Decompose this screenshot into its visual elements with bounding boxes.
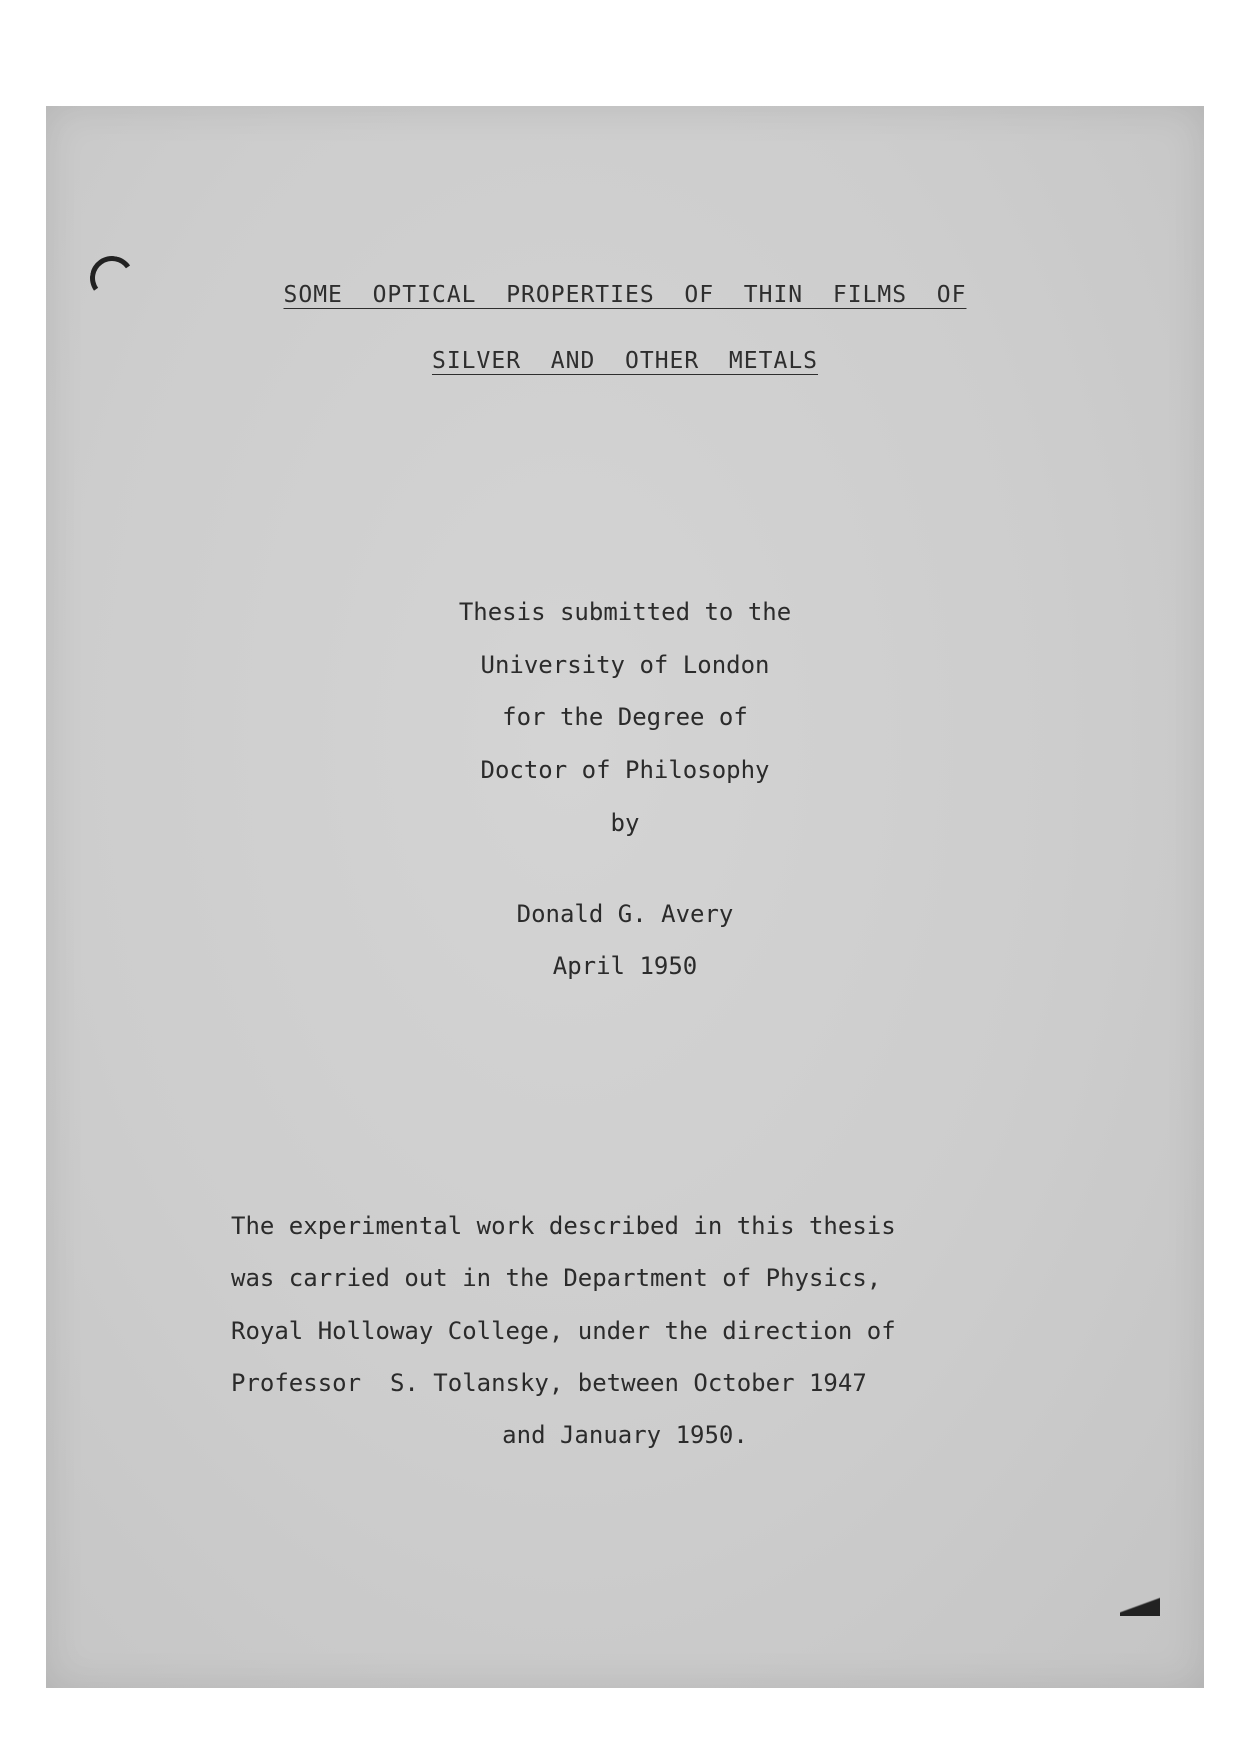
paper-sheet (46, 106, 1204, 1688)
submission-date: April 1950 (552, 952, 698, 980)
submission-line-1: Thesis submitted to the (458, 598, 792, 626)
submission-line-2: University of London (480, 651, 770, 679)
submission-line-4: Doctor of Philosophy (480, 756, 770, 784)
thesis-title-line-1 (46, 282, 1204, 308)
statement-line-5: and January 1950. (502, 1421, 748, 1449)
corner-fold-mark (1120, 1596, 1160, 1616)
statement-line-3: Royal Holloway College, under the direction of (231, 1317, 896, 1345)
thesis-title-line-2 (46, 348, 1204, 374)
submission-line-3: for the Degree of (502, 703, 748, 731)
statement-line-1: The experimental work described in this thesis (231, 1212, 896, 1240)
thesis-title-text-1: SOME OPTICAL PROPERTIES OF THIN FILMS OF (283, 282, 967, 308)
author-name: Donald G. Avery (516, 900, 734, 928)
statement-line-4: Professor S. Tolansky, between October 1947 (231, 1369, 867, 1397)
submission-line-5: by (610, 809, 640, 837)
thesis-title-text-2: SILVER AND OTHER METALS (431, 348, 819, 374)
statement-line-2: was carried out in the Department of Physics, (231, 1264, 882, 1292)
